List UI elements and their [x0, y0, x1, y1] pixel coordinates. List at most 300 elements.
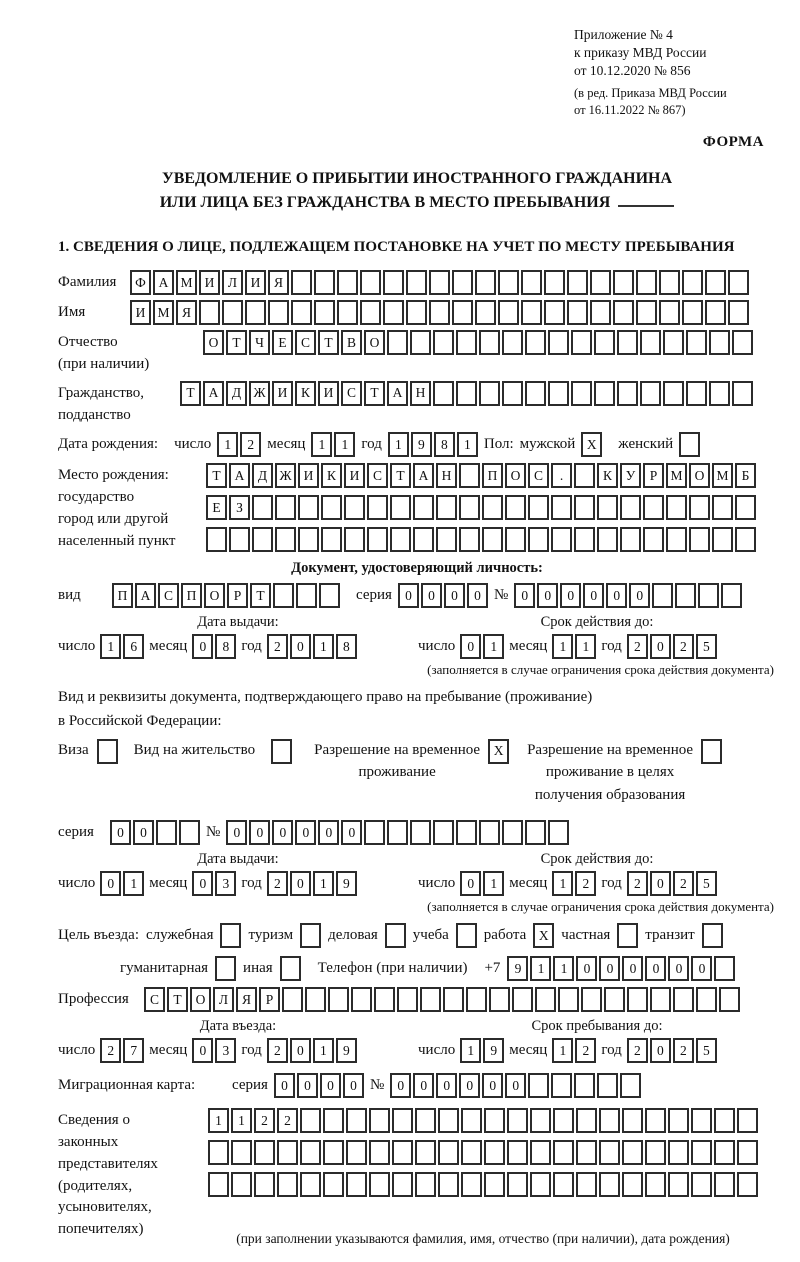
representatives-cell[interactable]: [737, 1108, 758, 1133]
name-cell[interactable]: Я: [176, 300, 197, 325]
birth-year-cell[interactable]: 1: [457, 432, 478, 457]
doc-valid-cell[interactable]: 1: [483, 634, 504, 659]
citizenship-cell[interactable]: Т: [180, 381, 201, 406]
representatives-cell[interactable]: [553, 1140, 574, 1165]
doc-issue-month[interactable]: [192, 634, 236, 659]
purpose-private-checkbox[interactable]: [617, 923, 638, 948]
representatives-cell[interactable]: [484, 1172, 505, 1197]
profession-cell[interactable]: [489, 987, 510, 1012]
phone-cell[interactable]: 0: [576, 956, 597, 981]
birth-place-cell[interactable]: Т: [206, 463, 227, 488]
doc-series-cell[interactable]: 0: [467, 583, 488, 608]
name-cell[interactable]: [245, 300, 266, 325]
profession-cell[interactable]: [420, 987, 441, 1012]
birth-place-cell[interactable]: Р: [643, 463, 664, 488]
profession-cell[interactable]: Р: [259, 987, 280, 1012]
surname-cell[interactable]: [613, 270, 634, 295]
visa-checkbox[interactable]: [97, 739, 118, 764]
representatives-cell[interactable]: [392, 1172, 413, 1197]
representatives-input-3[interactable]: [208, 1172, 758, 1197]
birth-place-cell[interactable]: С: [528, 463, 549, 488]
patronymic-cell[interactable]: [571, 330, 592, 355]
permit-issue-cell[interactable]: 2: [267, 871, 288, 896]
birth-place-cell[interactable]: М: [712, 463, 733, 488]
birth-month-cell[interactable]: 1: [334, 432, 355, 457]
permit-number-input[interactable]: [226, 820, 569, 845]
purpose-official-checkbox[interactable]: [220, 923, 241, 948]
patronymic-cell[interactable]: С: [295, 330, 316, 355]
permit-issue-cell[interactable]: 0: [192, 871, 213, 896]
representatives-cell[interactable]: [392, 1140, 413, 1165]
patronymic-cell[interactable]: [456, 330, 477, 355]
profession-cell[interactable]: Т: [167, 987, 188, 1012]
representatives-cell[interactable]: [323, 1108, 344, 1133]
birth-place-cell[interactable]: [643, 495, 664, 520]
phone-cell[interactable]: 0: [645, 956, 666, 981]
name-cell[interactable]: [705, 300, 726, 325]
migration-number-cell[interactable]: 0: [436, 1073, 457, 1098]
birth-place-cell[interactable]: [459, 495, 480, 520]
representatives-cell[interactable]: [369, 1140, 390, 1165]
doc-number-cell[interactable]: 0: [629, 583, 650, 608]
name-cell[interactable]: [199, 300, 220, 325]
birth-place-cell[interactable]: А: [413, 463, 434, 488]
representatives-cell[interactable]: [599, 1172, 620, 1197]
stay-until-cell[interactable]: 2: [627, 1038, 648, 1063]
phone-cell[interactable]: 0: [691, 956, 712, 981]
representatives-cell[interactable]: 1: [231, 1108, 252, 1133]
doc-valid-cell[interactable]: 2: [627, 634, 648, 659]
birth-place-cell[interactable]: [367, 495, 388, 520]
birth-place-cell[interactable]: [390, 527, 411, 552]
permit-valid-month[interactable]: [552, 871, 596, 896]
citizenship-cell[interactable]: [594, 381, 615, 406]
surname-cell[interactable]: [452, 270, 473, 295]
birth-place-cell[interactable]: [321, 495, 342, 520]
birth-place-input-1[interactable]: [206, 463, 756, 488]
doc-valid-cell[interactable]: 0: [460, 634, 481, 659]
birth-place-cell[interactable]: [528, 527, 549, 552]
name-cell[interactable]: [682, 300, 703, 325]
permit-number-cell[interactable]: 0: [341, 820, 362, 845]
entry-date-cell[interactable]: 7: [123, 1038, 144, 1063]
doc-issue-cell[interactable]: 8: [215, 634, 236, 659]
representatives-cell[interactable]: [415, 1172, 436, 1197]
citizenship-cell[interactable]: Д: [226, 381, 247, 406]
surname-cell[interactable]: Я: [268, 270, 289, 295]
representatives-cell[interactable]: [530, 1108, 551, 1133]
residence-permit-cell[interactable]: [271, 739, 292, 764]
permit-issue-cell[interactable]: 1: [313, 871, 334, 896]
representatives-cell[interactable]: [553, 1172, 574, 1197]
representatives-cell[interactable]: [484, 1108, 505, 1133]
representatives-cell[interactable]: [599, 1108, 620, 1133]
surname-cell[interactable]: [360, 270, 381, 295]
representatives-cell[interactable]: [254, 1140, 275, 1165]
doc-valid-cell[interactable]: 1: [552, 634, 573, 659]
doc-kind-cell[interactable]: [273, 583, 294, 608]
temporary-residence-cell[interactable]: X: [488, 739, 509, 764]
sex-male-cell[interactable]: X: [581, 432, 602, 457]
permit-valid-cell[interactable]: 2: [673, 871, 694, 896]
surname-cell[interactable]: [521, 270, 542, 295]
birth-place-cell[interactable]: [252, 527, 273, 552]
birth-place-cell[interactable]: [689, 527, 710, 552]
representatives-cell[interactable]: [461, 1172, 482, 1197]
name-cell[interactable]: [268, 300, 289, 325]
surname-cell[interactable]: М: [176, 270, 197, 295]
representatives-cell[interactable]: [323, 1172, 344, 1197]
profession-cell[interactable]: [374, 987, 395, 1012]
purpose-study-cell[interactable]: [456, 923, 477, 948]
stay-month[interactable]: [552, 1038, 596, 1063]
doc-issue-cell[interactable]: 0: [290, 634, 311, 659]
purpose-private-cell[interactable]: [617, 923, 638, 948]
birth-place-cell[interactable]: [574, 495, 595, 520]
permit-number-cell[interactable]: 0: [249, 820, 270, 845]
birth-place-cell[interactable]: И: [344, 463, 365, 488]
patronymic-cell[interactable]: [433, 330, 454, 355]
doc-number-input[interactable]: [514, 583, 742, 608]
citizenship-cell[interactable]: И: [272, 381, 293, 406]
patronymic-cell[interactable]: [732, 330, 753, 355]
stay-until-cell[interactable]: 0: [650, 1038, 671, 1063]
representatives-cell[interactable]: [323, 1140, 344, 1165]
migration-series-input[interactable]: [274, 1073, 364, 1098]
citizenship-cell[interactable]: С: [341, 381, 362, 406]
name-cell[interactable]: [337, 300, 358, 325]
stay-day[interactable]: [460, 1038, 504, 1063]
birth-place-cell[interactable]: [689, 495, 710, 520]
birth-place-cell[interactable]: [597, 495, 618, 520]
stay-until-cell[interactable]: 5: [696, 1038, 717, 1063]
entry-date-cell[interactable]: 1: [313, 1038, 334, 1063]
migration-number-cell[interactable]: [551, 1073, 572, 1098]
migration-number-cell[interactable]: [620, 1073, 641, 1098]
doc-valid-month[interactable]: [552, 634, 596, 659]
purpose-official-cell[interactable]: [220, 923, 241, 948]
representatives-cell[interactable]: [507, 1108, 528, 1133]
purpose-work-cell[interactable]: X: [533, 923, 554, 948]
birth-place-cell[interactable]: [620, 495, 641, 520]
permit-number-cell[interactable]: 0: [295, 820, 316, 845]
doc-valid-cell[interactable]: 2: [673, 634, 694, 659]
birth-place-cell[interactable]: Б: [735, 463, 756, 488]
permit-issue-cell[interactable]: 0: [290, 871, 311, 896]
representatives-cell[interactable]: [691, 1108, 712, 1133]
representatives-cell[interactable]: [208, 1140, 229, 1165]
representatives-cell[interactable]: [553, 1108, 574, 1133]
profession-cell[interactable]: [719, 987, 740, 1012]
patronymic-cell[interactable]: [709, 330, 730, 355]
citizenship-cell[interactable]: [686, 381, 707, 406]
name-cell[interactable]: [383, 300, 404, 325]
entry-date-cell[interactable]: 9: [336, 1038, 357, 1063]
representatives-cell[interactable]: [714, 1140, 735, 1165]
birth-place-cell[interactable]: [206, 527, 227, 552]
representatives-cell[interactable]: [714, 1108, 735, 1133]
birth-place-cell[interactable]: [321, 527, 342, 552]
doc-kind-cell[interactable]: Р: [227, 583, 248, 608]
representatives-cell[interactable]: [346, 1140, 367, 1165]
patronymic-cell[interactable]: [502, 330, 523, 355]
purpose-other-checkbox[interactable]: [280, 956, 301, 981]
patronymic-cell[interactable]: [663, 330, 684, 355]
surname-cell[interactable]: [705, 270, 726, 295]
migration-series-cell[interactable]: 0: [274, 1073, 295, 1098]
purpose-study-checkbox[interactable]: [456, 923, 477, 948]
permit-series-input[interactable]: [110, 820, 200, 845]
profession-cell[interactable]: О: [190, 987, 211, 1012]
stay-until-cell[interactable]: 9: [483, 1038, 504, 1063]
doc-number-cell[interactable]: 0: [560, 583, 581, 608]
doc-series-cell[interactable]: 0: [421, 583, 442, 608]
phone-cell[interactable]: 1: [530, 956, 551, 981]
birth-place-cell[interactable]: [528, 495, 549, 520]
birth-place-cell[interactable]: [390, 495, 411, 520]
profession-input[interactable]: [144, 987, 740, 1012]
representatives-cell[interactable]: [691, 1172, 712, 1197]
surname-cell[interactable]: [498, 270, 519, 295]
doc-kind-cell[interactable]: П: [181, 583, 202, 608]
doc-kind-cell[interactable]: Т: [250, 583, 271, 608]
birth-place-cell[interactable]: Т: [390, 463, 411, 488]
entry-date-cell[interactable]: 3: [215, 1038, 236, 1063]
birth-day-cell[interactable]: 1: [217, 432, 238, 457]
representatives-cell[interactable]: [392, 1108, 413, 1133]
representatives-cell[interactable]: 1: [208, 1108, 229, 1133]
permit-valid-cell[interactable]: 2: [627, 871, 648, 896]
migration-series-cell[interactable]: 0: [320, 1073, 341, 1098]
profession-cell[interactable]: [673, 987, 694, 1012]
entry-year[interactable]: [267, 1038, 357, 1063]
doc-valid-cell[interactable]: 0: [650, 634, 671, 659]
birth-place-cell[interactable]: [344, 527, 365, 552]
purpose-business-checkbox[interactable]: [385, 923, 406, 948]
representatives-cell[interactable]: [438, 1140, 459, 1165]
doc-issue-year[interactable]: [267, 634, 357, 659]
doc-issue-cell[interactable]: 6: [123, 634, 144, 659]
representatives-cell[interactable]: [691, 1140, 712, 1165]
birth-place-cell[interactable]: .: [551, 463, 572, 488]
name-cell[interactable]: И: [130, 300, 151, 325]
representatives-cell[interactable]: [668, 1172, 689, 1197]
citizenship-cell[interactable]: Т: [364, 381, 385, 406]
birth-place-cell[interactable]: [367, 527, 388, 552]
permit-series-cell[interactable]: 0: [110, 820, 131, 845]
doc-number-cell[interactable]: 0: [606, 583, 627, 608]
birth-place-cell[interactable]: У: [620, 463, 641, 488]
patronymic-cell[interactable]: [387, 330, 408, 355]
representatives-cell[interactable]: [461, 1108, 482, 1133]
representatives-cell[interactable]: [622, 1108, 643, 1133]
profession-cell[interactable]: [282, 987, 303, 1012]
doc-kind-cell[interactable]: С: [158, 583, 179, 608]
patronymic-input[interactable]: [203, 330, 753, 355]
profession-cell[interactable]: [305, 987, 326, 1012]
surname-cell[interactable]: [590, 270, 611, 295]
profession-cell[interactable]: С: [144, 987, 165, 1012]
name-cell[interactable]: [659, 300, 680, 325]
representatives-cell[interactable]: [346, 1172, 367, 1197]
permit-number-cell[interactable]: [502, 820, 523, 845]
permit-issue-day[interactable]: [100, 871, 144, 896]
birth-place-cell[interactable]: [252, 495, 273, 520]
profession-cell[interactable]: [604, 987, 625, 1012]
representatives-cell[interactable]: [415, 1140, 436, 1165]
phone-cell[interactable]: 0: [668, 956, 689, 981]
birth-place-cell[interactable]: [574, 463, 595, 488]
birth-place-cell[interactable]: [482, 495, 503, 520]
doc-series-cell[interactable]: 0: [398, 583, 419, 608]
patronymic-cell[interactable]: [548, 330, 569, 355]
representatives-cell[interactable]: [507, 1172, 528, 1197]
stay-until-cell[interactable]: 2: [575, 1038, 596, 1063]
education-residence-cell[interactable]: [701, 739, 722, 764]
migration-series-cell[interactable]: 0: [297, 1073, 318, 1098]
name-cell[interactable]: [429, 300, 450, 325]
permit-valid-year[interactable]: [627, 871, 717, 896]
doc-kind-cell[interactable]: О: [204, 583, 225, 608]
permit-issue-cell[interactable]: 3: [215, 871, 236, 896]
citizenship-cell[interactable]: А: [387, 381, 408, 406]
permit-series-cell[interactable]: [179, 820, 200, 845]
representatives-cell[interactable]: [599, 1140, 620, 1165]
surname-cell[interactable]: [337, 270, 358, 295]
doc-valid-year[interactable]: [627, 634, 717, 659]
name-input[interactable]: [130, 300, 749, 325]
stay-until-cell[interactable]: 2: [673, 1038, 694, 1063]
birth-place-cell[interactable]: [666, 527, 687, 552]
birth-place-cell[interactable]: [574, 527, 595, 552]
purpose-business-cell[interactable]: [385, 923, 406, 948]
birth-year-input[interactable]: [388, 432, 478, 457]
birth-year-cell[interactable]: 9: [411, 432, 432, 457]
permit-valid-cell[interactable]: 1: [483, 871, 504, 896]
representatives-cell[interactable]: [231, 1172, 252, 1197]
birth-place-cell[interactable]: О: [689, 463, 710, 488]
citizenship-cell[interactable]: [456, 381, 477, 406]
doc-valid-day[interactable]: [460, 634, 504, 659]
representatives-cell[interactable]: [369, 1172, 390, 1197]
doc-series-cell[interactable]: 0: [444, 583, 465, 608]
permit-number-cell[interactable]: [479, 820, 500, 845]
birth-place-cell[interactable]: [482, 527, 503, 552]
residence-permit-checkbox[interactable]: [271, 739, 292, 764]
permit-valid-cell[interactable]: 0: [650, 871, 671, 896]
permit-number-cell[interactable]: [525, 820, 546, 845]
sex-female-checkbox[interactable]: [679, 432, 700, 457]
birth-place-cell[interactable]: С: [367, 463, 388, 488]
phone-cell[interactable]: 0: [599, 956, 620, 981]
birth-place-cell[interactable]: П: [482, 463, 503, 488]
stay-until-cell[interactable]: 1: [460, 1038, 481, 1063]
patronymic-cell[interactable]: Е: [272, 330, 293, 355]
permit-valid-day[interactable]: [460, 871, 504, 896]
representatives-cell[interactable]: [461, 1140, 482, 1165]
citizenship-input[interactable]: [180, 381, 753, 406]
education-residence-checkbox[interactable]: [701, 739, 722, 764]
birth-place-cell[interactable]: [666, 495, 687, 520]
surname-cell[interactable]: [314, 270, 335, 295]
surname-cell[interactable]: [475, 270, 496, 295]
citizenship-cell[interactable]: Ж: [249, 381, 270, 406]
representatives-cell[interactable]: [346, 1108, 367, 1133]
birth-place-cell[interactable]: [551, 495, 572, 520]
name-cell[interactable]: [475, 300, 496, 325]
doc-issue-cell[interactable]: 2: [267, 634, 288, 659]
doc-kind-cell[interactable]: [319, 583, 340, 608]
permit-valid-cell[interactable]: 0: [460, 871, 481, 896]
birth-place-cell[interactable]: [229, 527, 250, 552]
surname-cell[interactable]: [291, 270, 312, 295]
birth-year-cell[interactable]: 1: [388, 432, 409, 457]
surname-cell[interactable]: А: [153, 270, 174, 295]
representatives-cell[interactable]: [645, 1172, 666, 1197]
citizenship-cell[interactable]: Н: [410, 381, 431, 406]
name-cell[interactable]: [590, 300, 611, 325]
entry-day[interactable]: [100, 1038, 144, 1063]
migration-series-cell[interactable]: 0: [343, 1073, 364, 1098]
migration-number-input[interactable]: [390, 1073, 641, 1098]
birth-place-cell[interactable]: Ж: [275, 463, 296, 488]
patronymic-cell[interactable]: О: [203, 330, 224, 355]
profession-cell[interactable]: Я: [236, 987, 257, 1012]
profession-cell[interactable]: [328, 987, 349, 1012]
doc-kind-cell[interactable]: [296, 583, 317, 608]
representatives-cell[interactable]: [300, 1172, 321, 1197]
temporary-residence-checkbox[interactable]: [488, 739, 509, 764]
birth-place-cell[interactable]: [413, 527, 434, 552]
permit-valid-cell[interactable]: 1: [552, 871, 573, 896]
representatives-cell[interactable]: [277, 1140, 298, 1165]
permit-number-cell[interactable]: [410, 820, 431, 845]
citizenship-cell[interactable]: [617, 381, 638, 406]
name-cell[interactable]: М: [153, 300, 174, 325]
representatives-cell[interactable]: [668, 1108, 689, 1133]
doc-issue-cell[interactable]: 1: [313, 634, 334, 659]
birth-place-cell[interactable]: К: [321, 463, 342, 488]
entry-month[interactable]: [192, 1038, 236, 1063]
representatives-cell[interactable]: 2: [254, 1108, 275, 1133]
birth-place-cell[interactable]: М: [666, 463, 687, 488]
birth-place-cell[interactable]: [712, 495, 733, 520]
doc-number-cell[interactable]: 0: [537, 583, 558, 608]
permit-series-cell[interactable]: [156, 820, 177, 845]
representatives-cell[interactable]: [737, 1140, 758, 1165]
entry-date-cell[interactable]: 2: [100, 1038, 121, 1063]
name-cell[interactable]: [521, 300, 542, 325]
doc-number-cell[interactable]: [675, 583, 696, 608]
citizenship-cell[interactable]: [548, 381, 569, 406]
surname-cell[interactable]: [728, 270, 749, 295]
name-cell[interactable]: [498, 300, 519, 325]
migration-number-cell[interactable]: 0: [459, 1073, 480, 1098]
surname-cell[interactable]: Л: [222, 270, 243, 295]
birth-day-input[interactable]: [217, 432, 261, 457]
representatives-cell[interactable]: [645, 1108, 666, 1133]
birth-place-cell[interactable]: [735, 495, 756, 520]
sex-male-checkbox[interactable]: [581, 432, 602, 457]
permit-valid-cell[interactable]: 2: [575, 871, 596, 896]
permit-number-cell[interactable]: [456, 820, 477, 845]
migration-number-cell[interactable]: 0: [413, 1073, 434, 1098]
entry-date-cell[interactable]: 0: [290, 1038, 311, 1063]
permit-valid-cell[interactable]: 5: [696, 871, 717, 896]
visa-cell[interactable]: [97, 739, 118, 764]
representatives-cell[interactable]: [300, 1108, 321, 1133]
name-cell[interactable]: [222, 300, 243, 325]
